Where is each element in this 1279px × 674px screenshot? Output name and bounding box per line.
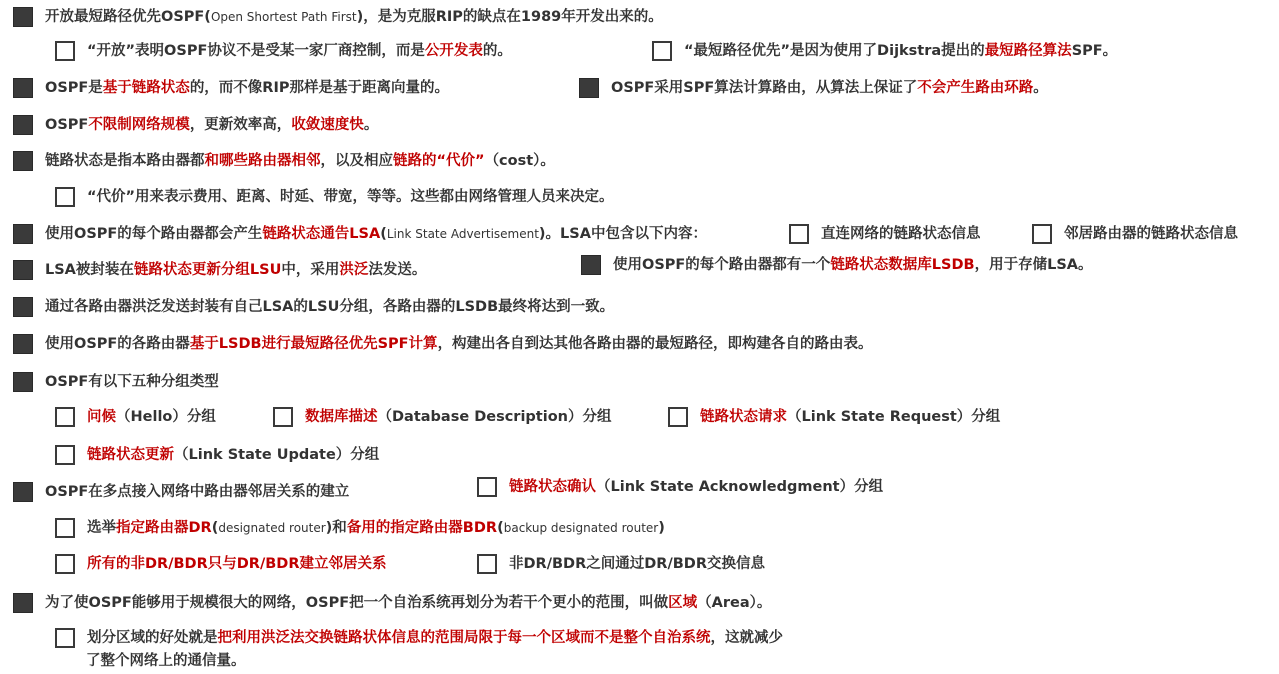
line-text: [45, 299, 614, 315]
highlighted-text: 链路状态通告LSA: [262, 226, 381, 242]
line-text: [45, 80, 449, 96]
text-segment: （Database Description）分组: [377, 409, 612, 425]
bullet-line-l16a: [55, 554, 387, 574]
text-segment: （Link State Update）分组: [174, 447, 380, 463]
highlighted-text: 问候: [87, 409, 116, 425]
bullet-line-l14b: [477, 477, 883, 497]
filled-square-bullet-icon: [13, 593, 33, 613]
line-text: [45, 374, 219, 390]
text-segment: （cost）。: [484, 153, 555, 169]
text-segment: “代价”用来表示费用、距离、时延、带宽，等等。这些都由网络管理人员来决定。: [87, 189, 614, 205]
text-segment: 的，而不像RIP那样是基于距离向量的。: [189, 80, 449, 96]
text-segment: 邻居路由器的链路状态信息: [1064, 226, 1238, 242]
highlighted-text: 链路状态更新: [87, 447, 174, 463]
highlighted-text: 公开发表: [424, 43, 483, 59]
line-text: [45, 153, 555, 169]
filled-square-bullet-icon: [13, 115, 33, 135]
text-segment: 。: [1033, 80, 1048, 96]
text-segment: 了整个网络上的通信量。: [86, 653, 246, 669]
bullet-line-l8b: [581, 255, 1093, 275]
bullet-line-l18: [55, 628, 783, 648]
text-segment: ，用于存储LSA。: [974, 257, 1093, 273]
text-segment: OSPF是: [45, 80, 103, 96]
bullet-line-l18c: [86, 651, 246, 671]
line-text: [87, 409, 216, 425]
filled-square-bullet-icon: [13, 78, 33, 98]
highlighted-text: 不限制网络规模: [88, 117, 190, 133]
text-segment: Link State Advertisement: [386, 227, 539, 241]
text-segment: LSA被封装在: [45, 262, 134, 278]
filled-square-bullet-icon: [581, 255, 601, 275]
bullet-line-l2a: [55, 41, 512, 61]
text-segment: 中，采用: [281, 262, 340, 278]
text-segment: (: [380, 226, 387, 242]
text-segment: (: [211, 520, 219, 536]
text-segment: OSPF: [45, 117, 89, 133]
hollow-square-bullet-icon: [1032, 224, 1052, 244]
text-segment: 通过各路由器洪泛发送封装有自己LSA的LSU分组，各路由器的LSDB最终将达到一致。: [45, 299, 615, 315]
bullet-line-l16b: [477, 554, 765, 574]
hollow-square-bullet-icon: [55, 41, 75, 61]
bullet-line-l8a: [13, 260, 426, 280]
line-text: [45, 9, 663, 25]
highlighted-text: 基于LSDB进行最短路径优先SPF计算: [189, 336, 438, 352]
filled-square-bullet-icon: [13, 297, 33, 317]
line-text: [87, 520, 665, 536]
line-text: [45, 226, 707, 242]
bullet-line-l4: [13, 115, 378, 135]
line-text: [86, 653, 246, 669]
line-text: [684, 43, 1117, 59]
highlighted-text: 链路状态更新分组LSU: [133, 262, 282, 278]
text-segment: ): [658, 520, 665, 536]
text-segment: 划分区域的好处就是: [87, 630, 218, 646]
text-segment: （Area）。: [697, 595, 772, 611]
highlighted-text: 区域: [668, 595, 698, 611]
line-text: [87, 556, 387, 572]
text-segment: “开放”表明OSPF协议不是受某一家厂商控制，而是: [87, 43, 425, 59]
filled-square-bullet-icon: [13, 334, 33, 354]
line-text: [509, 479, 883, 495]
bullet-line-l11: [13, 372, 219, 392]
filled-square-bullet-icon: [579, 78, 599, 98]
line-text: [700, 409, 1000, 425]
bullet-line-l7c: [1032, 224, 1238, 244]
text-segment: OSPF采用SPF算法计算路由，从算法上保证了: [611, 80, 918, 96]
bullet-line-l6: [55, 187, 614, 207]
text-segment: 使用OSPF的每个路由器都会产生: [45, 226, 263, 242]
line-text: [305, 409, 612, 425]
text-segment: )和: [325, 520, 347, 536]
hollow-square-bullet-icon: [55, 554, 75, 574]
highlighted-text: 不会产生路由环路: [917, 80, 1034, 96]
bullet-line-l3a: [13, 78, 449, 98]
text-segment: (: [497, 520, 504, 536]
text-segment: 为了使OSPF能够用于规模很大的网络，OSPF把一个自治系统再划分为若干个更小的范围，叫做: [45, 595, 669, 611]
filled-square-bullet-icon: [13, 224, 33, 244]
text-segment: （Link State Request）分组: [787, 409, 1001, 425]
bullet-line-l13: [55, 445, 379, 465]
line-text: [509, 556, 765, 572]
text-segment: ，以及相应: [320, 153, 393, 169]
text-segment: designated router: [218, 521, 326, 535]
bullet-line-l7a: [13, 224, 707, 244]
filled-square-bullet-icon: [13, 151, 33, 171]
highlighted-text: 备用的指定路由器BDR: [346, 520, 498, 536]
line-text: [1064, 226, 1238, 242]
text-segment: ，这就减少: [710, 630, 783, 646]
line-text: [45, 336, 873, 352]
highlighted-text: 基于链路状态: [102, 80, 190, 96]
bullet-line-l17: [13, 593, 771, 613]
hollow-square-bullet-icon: [477, 554, 497, 574]
text-segment: 的。: [482, 43, 512, 59]
hollow-square-bullet-icon: [55, 445, 75, 465]
hollow-square-bullet-icon: [789, 224, 809, 244]
bullet-line-l12a: [55, 407, 216, 427]
bullet-line-l12c: [668, 407, 1000, 427]
highlighted-text: 和哪些路由器相邻: [204, 153, 321, 169]
text-segment: “最短路径优先”是因为使用了Dijkstra提出的: [684, 43, 985, 59]
line-text: [87, 630, 783, 646]
text-segment: 直连网络的链路状态信息: [821, 226, 981, 242]
filled-square-bullet-icon: [13, 7, 33, 27]
line-text: [45, 117, 378, 133]
highlighted-text: 指定路由器DR: [116, 520, 212, 536]
line-text: [87, 189, 614, 205]
text-segment: （Hello）分组: [116, 409, 216, 425]
bullet-line-l5: [13, 151, 555, 171]
text-segment: 非DR/BDR之间通过DR/BDR交换信息: [509, 556, 766, 572]
hollow-square-bullet-icon: [55, 628, 75, 648]
hollow-square-bullet-icon: [55, 407, 75, 427]
highlighted-text: 最短路径算法: [984, 43, 1072, 59]
line-text: [613, 257, 1093, 273]
bullet-line-l9: [13, 297, 614, 317]
filled-square-bullet-icon: [13, 482, 33, 502]
highlighted-text: 链路状态数据库LSDB: [830, 257, 975, 273]
hollow-square-bullet-icon: [55, 518, 75, 538]
bullet-line-l10: [13, 334, 873, 354]
text-segment: ，更新效率高，: [189, 117, 292, 133]
text-segment: ，构建出各自到达其他各路由器的最短路径，即构建各自的路由表。: [437, 336, 873, 352]
line-text: [45, 262, 426, 278]
hollow-square-bullet-icon: [273, 407, 293, 427]
text-segment: （Link State Acknowledgment）分组: [596, 479, 884, 495]
line-text: [611, 80, 1048, 96]
bullet-line-l12b: [273, 407, 612, 427]
text-segment: 链路状态是指本路由器都: [45, 153, 205, 169]
bullet-line-l14a: [13, 482, 349, 502]
bullet-line-l15: [55, 518, 665, 538]
hollow-square-bullet-icon: [477, 477, 497, 497]
hollow-square-bullet-icon: [55, 187, 75, 207]
line-text: [87, 43, 512, 59]
highlighted-text: 链路状态请求: [700, 409, 787, 425]
bullet-line-l1: [13, 7, 663, 27]
filled-square-bullet-icon: [13, 372, 33, 392]
text-segment: 选举: [87, 520, 116, 536]
text-segment: 。: [363, 117, 379, 133]
bullet-line-l3b: [579, 78, 1048, 98]
bullet-line-l2b: [652, 41, 1117, 61]
line-text: [87, 447, 379, 463]
text-segment: OSPF在多点接入网络中路由器邻居关系的建立: [45, 484, 350, 500]
highlighted-text: 数据库描述: [305, 409, 378, 425]
highlighted-text: 把利用洪泛法交换链路状体信息的范围局限于每一个区域而不是整个自治系统: [217, 630, 711, 646]
highlighted-text: 所有的非DR/BDR只与DR/BDR建立邻居关系: [87, 556, 387, 572]
highlighted-text: 链路的“代价”: [393, 153, 485, 169]
line-text: [821, 226, 981, 242]
highlighted-text: 洪泛: [339, 262, 369, 278]
line-text: [45, 595, 771, 611]
text-segment: Open Shortest Path First: [210, 10, 357, 24]
text-segment: )，是为克服RIP的缺点在1989年开发出来的。: [356, 9, 663, 25]
text-segment: 开放最短路径优先OSPF(: [45, 9, 211, 25]
text-segment: 使用OSPF的各路由器: [45, 336, 190, 352]
highlighted-text: 链路状态确认: [509, 479, 596, 495]
filled-square-bullet-icon: [13, 260, 33, 280]
text-segment: SPF。: [1071, 43, 1118, 59]
text-segment: OSPF有以下五种分组类型: [45, 374, 219, 390]
bullet-line-l7b: [789, 224, 981, 244]
line-text: [45, 484, 349, 500]
text-segment: )。LSA中包含以下内容：: [538, 226, 707, 242]
highlighted-text: 收敛速度快: [291, 117, 364, 133]
text-segment: 使用OSPF的每个路由器都有一个: [613, 257, 831, 273]
hollow-square-bullet-icon: [668, 407, 688, 427]
text-segment: 法发送。: [368, 262, 427, 278]
text-segment: backup designated router: [503, 521, 659, 535]
hollow-square-bullet-icon: [652, 41, 672, 61]
